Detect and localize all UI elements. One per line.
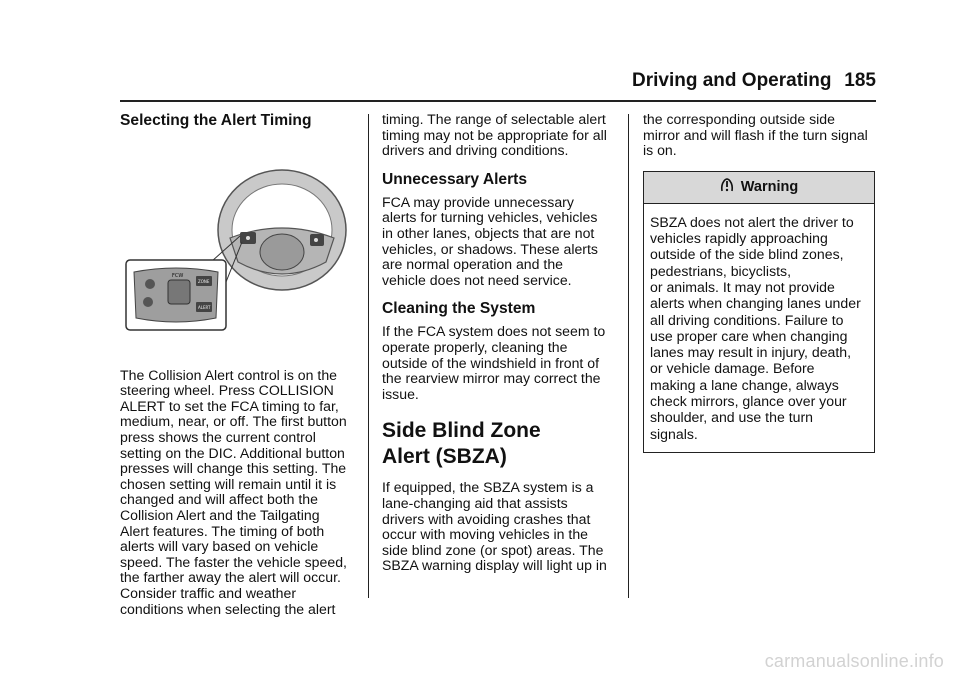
warning-body <box>644 204 874 452</box>
column-left <box>120 112 360 617</box>
heading-sbza: Side Blind Zone Alert (SBZA) <box>382 419 541 469</box>
steering-wheel-illustration <box>218 170 346 290</box>
watermark: carmanualsonline.info <box>764 651 944 671</box>
column-divider <box>368 114 369 598</box>
warning-header <box>644 172 874 204</box>
column-divider <box>628 114 629 598</box>
warning-text: SBZA does not alert the driver to vehicles rapidly approaching outside of the side blind zones, pedestrians, bicyclists, or animals. It may not provide alerts when changing lanes under all driving conditions. Failure to use proper care when changing lanes may result in injury, death, or vehicle damage. Before making a lane change, always check mirrors, glance over your shoulder, and use the turn signals. <box>650 213 861 442</box>
warning-symbol-icon <box>720 177 734 193</box>
steering-wheel-figure <box>120 152 360 350</box>
heading-unnecessary-alerts: Unnecessary Alerts <box>382 170 528 188</box>
zone-label: ZONE <box>198 279 210 284</box>
paragraph-timing-range: timing. The range of selectable alert timing may not be appropriate for all drivers and driving conditions. <box>382 111 607 159</box>
page-number: 185 <box>844 70 876 91</box>
heading-cleaning-system: Cleaning the System <box>382 300 536 318</box>
paragraph-collision-alert-control: The Collision Alert control is on the steering wheel. Press COLLISION ALERT to set the FCA timing to far, medium, near, or off. The first button press shows the current control setting on the DIC. Additional button presses will change this setting. The chosen setting will remain until it is changed and will affect both the Collision Alert and the Tailgating Alert features. The timing of both alerts will vary based on vehicle speed. The faster the vehicle speed, the farther away the alert will occur. Consider traffic and weather conditions when selecting the alert <box>120 366 347 617</box>
column-right <box>643 112 875 453</box>
alert-label: ALERT <box>198 305 211 310</box>
warning-title: Warning <box>740 178 799 195</box>
fcw-label: FCW <box>172 273 184 279</box>
paragraph-unnecessary-alerts: FCA may provide unnecessary alerts for turning vehicles, vehicles in other lanes, objects that are not vehicles, or shadows. These alerts are normal operation and the vehicle does not need service. <box>382 193 598 288</box>
header-rule <box>120 100 876 102</box>
paragraph-cleaning-system: If the FCA system does not seem to operate properly, cleaning the outside of the windshield in front of the rearview mirror may correct the issue. <box>382 323 606 402</box>
column-middle <box>382 112 620 574</box>
warning-box <box>643 171 875 453</box>
heading-selecting-alert-timing: Selecting the Alert Timing <box>120 112 312 129</box>
paragraph-mirror-flash: the corresponding outside side mirror and will flash if the turn signal is on. <box>643 111 868 159</box>
paragraph-sbza: If equipped, the SBZA system is a lane-changing aid that assists drivers with avoiding crashes that occur with moving vehicles in the side blind zone (or spot) areas. The SBZA warning display will light up in <box>382 479 607 574</box>
section-title: Driving and Operating <box>632 70 832 91</box>
collision-alert-control-inset <box>126 260 226 330</box>
